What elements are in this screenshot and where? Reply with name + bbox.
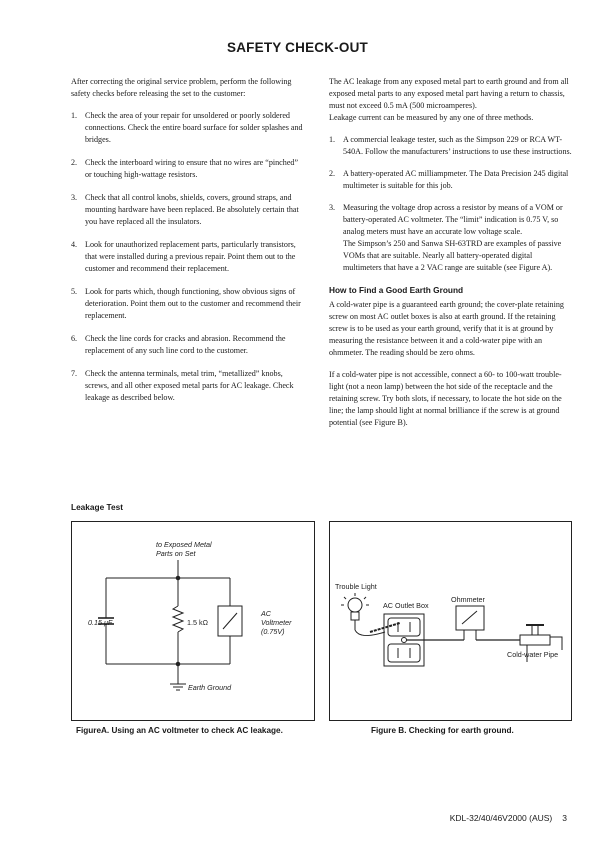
ohmmeter-body xyxy=(456,606,484,630)
item-number: 5. xyxy=(71,287,78,296)
list-item xyxy=(71,192,303,228)
right-intro-methods: Leakage current can be measured by any one of three methods. xyxy=(329,113,534,122)
item-number: 7. xyxy=(71,369,78,378)
list-item xyxy=(71,110,303,146)
resistor-zigzag xyxy=(173,606,183,632)
figure-a xyxy=(71,521,315,721)
faucet-spout xyxy=(550,637,562,650)
model-number: KDL-32/40/46V2000 (AUS) xyxy=(449,813,553,823)
item-text: A commercial leakage tester, such as the Simpson 229 or RCA WT-540A. Follow the manufacturers’ instructions to use these instructions. xyxy=(343,135,572,156)
item-number: 4. xyxy=(71,240,78,249)
figure-a-caption: FigureA. Using an AC voltmeter to check AC leakage. xyxy=(76,726,283,735)
bulb-base xyxy=(351,612,359,620)
test-probe xyxy=(370,623,400,632)
left-column xyxy=(71,76,303,415)
figure-b-caption: Figure B. Checking for earth ground. xyxy=(371,726,514,735)
list-item xyxy=(71,368,303,404)
list-item xyxy=(71,333,303,357)
voltmeter-label-line-3: (0.75V) xyxy=(261,627,285,636)
light-cord-to-outlet xyxy=(355,630,385,636)
safety-check-list xyxy=(71,110,303,404)
left-intro: After correcting the original service problem, perform the following safety checks before releasing the set to the customer: xyxy=(71,77,292,98)
light-ray xyxy=(344,597,346,599)
item-number: 3. xyxy=(329,203,336,212)
item-number: 3. xyxy=(71,193,78,202)
voltmeter-needle xyxy=(223,613,237,629)
outlet-receptacle-bottom xyxy=(388,644,420,662)
item-text-continued: The Simpson’s 250 and Sanwa SH-63TRD are examples of passive VOMs that are suitable. Nearly all battery-operated digital multimeters that have a 2 VAC range are suitable (see Figure A). xyxy=(343,239,562,272)
voltmeter-label-line-1: AC xyxy=(261,609,271,618)
resistor-label: 1.5 kΩ xyxy=(187,618,208,627)
outlet-box-label: AC Outlet Box xyxy=(383,601,429,610)
retaining-screw xyxy=(402,638,407,643)
capacitor-label: 0.15 μF xyxy=(88,618,113,627)
ohmmeter-needle xyxy=(462,611,477,624)
lightbulb-icon xyxy=(348,598,362,612)
list-item xyxy=(71,286,303,322)
figure-b xyxy=(329,521,572,721)
leakage-methods-list xyxy=(329,134,572,274)
item-number: 2. xyxy=(71,158,78,167)
ground-label: Earth Ground xyxy=(188,683,232,692)
right-intro: The AC leakage from any exposed metal part to earth ground and from all exposed metal parts to any exposed metal part having a return to chassis, must not exceed 0.5 mA (500 microamperes). xyxy=(329,77,569,110)
item-number: 1. xyxy=(329,135,336,144)
item-text: Check the antenna terminals, metal trim, “metallized” knobs, screws, and all other exposed metal parts for AC leakage. Check leakage as described below. xyxy=(85,369,294,402)
page-title: SAFETY CHECK-OUT xyxy=(227,40,368,55)
voltmeter-label-line-2: Voltmeter xyxy=(261,618,292,627)
top-label-line-2: Parts on Set xyxy=(156,549,196,558)
earth-ground-paragraph-2: If a cold-water pipe is not accessible, connect a 60- to 100-watt trouble- light (not a neon lamp) between the hot side of the receptacle and the retaining screw. Try both slots, if necessary, to locate the hot side on the line; the lamp should light at normal brilliance if the screw is at ground potential (see Figure B). xyxy=(329,370,562,427)
item-text: Check the interboard wiring to ensure that no wires are “pinched” or touching high-wattage resistors. xyxy=(85,158,299,179)
item-text: Look for unauthorized replacement parts, particularly transistors, that were installed during a previous repair. Point them out to the customer and recommend their replacement. xyxy=(85,240,296,273)
list-item xyxy=(71,239,303,275)
page-number: 3 xyxy=(562,813,567,823)
earth-ground-paragraph-1: A cold-water pipe is a guaranteed earth ground; the cover-plate retaining screw on most AC outlet boxes is also at earth ground. If the retaining screw is to be used as your earth ground, verify that it is at ground by measuring the resistance between it and a cold-water pipe with an ohmmeter. The reading should be zero ohms. xyxy=(329,300,564,357)
figure-b-diagram xyxy=(330,522,573,722)
item-text: Measuring the voltage drop across a resistor by means of a VOM or battery-operated AC voltmeter. The “limit” indication is 0.75 V, so analog meters must have an accurate low voltage scale. xyxy=(343,203,563,236)
item-number: 6. xyxy=(71,334,78,343)
list-item xyxy=(329,202,572,274)
page-footer xyxy=(440,813,567,823)
item-text: Check that all control knobs, shields, covers, ground straps, and mounting hardware have been replaced. Be absolutely certain that you have replaced all the insulators. xyxy=(85,193,299,226)
item-text: Check the line cords for cracks and abrasion. Recommend the replacement of any such line cord to the customer. xyxy=(85,334,286,355)
pipe-label: Cold-water Pipe xyxy=(507,650,559,659)
pipe-body xyxy=(520,635,550,645)
light-ray xyxy=(364,597,366,599)
item-text: A battery-operated AC milliampmeter. The Data Precision 245 digital multimeter is suitable for this job. xyxy=(343,169,569,190)
ohmmeter-label: Ohmmeter xyxy=(451,595,485,604)
item-number: 1. xyxy=(71,111,78,120)
item-text: Check the area of your repair for unsoldered or poorly soldered connections. Check the entire board surface for solder splashes and bridges. xyxy=(85,111,303,144)
right-column xyxy=(329,76,572,439)
figure-a-diagram xyxy=(72,522,316,722)
outlet-receptacle-top xyxy=(388,618,420,636)
item-text: Look for parts which, though functioning, show obvious signs of deterioration. Point them out to the customer and recommend their replacement. xyxy=(85,287,301,320)
faucet-stem xyxy=(532,625,538,635)
leakage-test-heading: Leakage Test xyxy=(71,502,123,512)
list-item xyxy=(329,168,572,192)
trouble-light-label: Trouble Light xyxy=(335,582,377,591)
earth-ground-heading: How to Find a Good Earth Ground xyxy=(329,285,464,295)
list-item xyxy=(71,157,303,181)
list-item xyxy=(329,134,572,158)
item-number: 2. xyxy=(329,169,336,178)
top-label-line-1: to Exposed Metal xyxy=(156,540,212,549)
